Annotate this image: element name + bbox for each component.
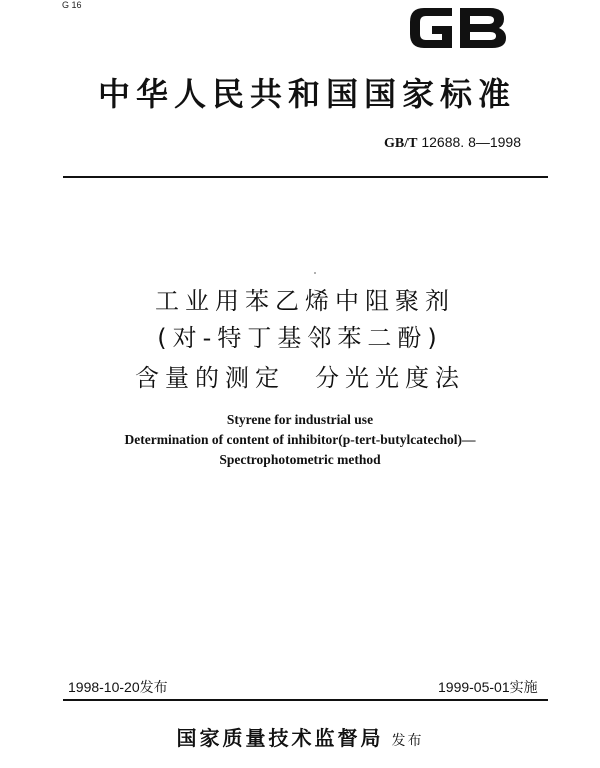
header-divider [63,176,548,178]
publisher-name: 国家质量技术监督局 [176,726,384,750]
chinese-title-line-3: 含量的测定 分光光度法 [135,364,465,392]
standard-number [384,133,521,153]
footer-divider [63,699,548,701]
publisher-suffix: 发布 [391,733,424,749]
gb-logo-icon [404,0,512,52]
english-title-line-3: Spectrophotometric method [219,452,381,467]
implementation-date: 1999-05-01实施 [438,679,538,695]
standard-code: 12688. 8—1998 [421,134,521,150]
scan-speck [314,272,316,274]
chinese-title-line-1: 工业用苯乙烯中阻聚剂 [155,287,455,315]
issue-date: 1998-10-20发布 [68,679,168,695]
english-title-line-1: Styrene for industrial use [226,412,374,427]
publisher [0,724,600,755]
chinese-title-line-2: (对-特丁基邻苯二酚) [157,324,443,352]
standard-prefix: GB/T [384,136,418,151]
english-title-line-2: Determination of content of inhibitor(p-tert-butylcatechol)— [124,432,476,447]
organization-title: 中华人民共和国国家标准 [97,75,516,113]
classification-code: G 16 [62,0,82,10]
